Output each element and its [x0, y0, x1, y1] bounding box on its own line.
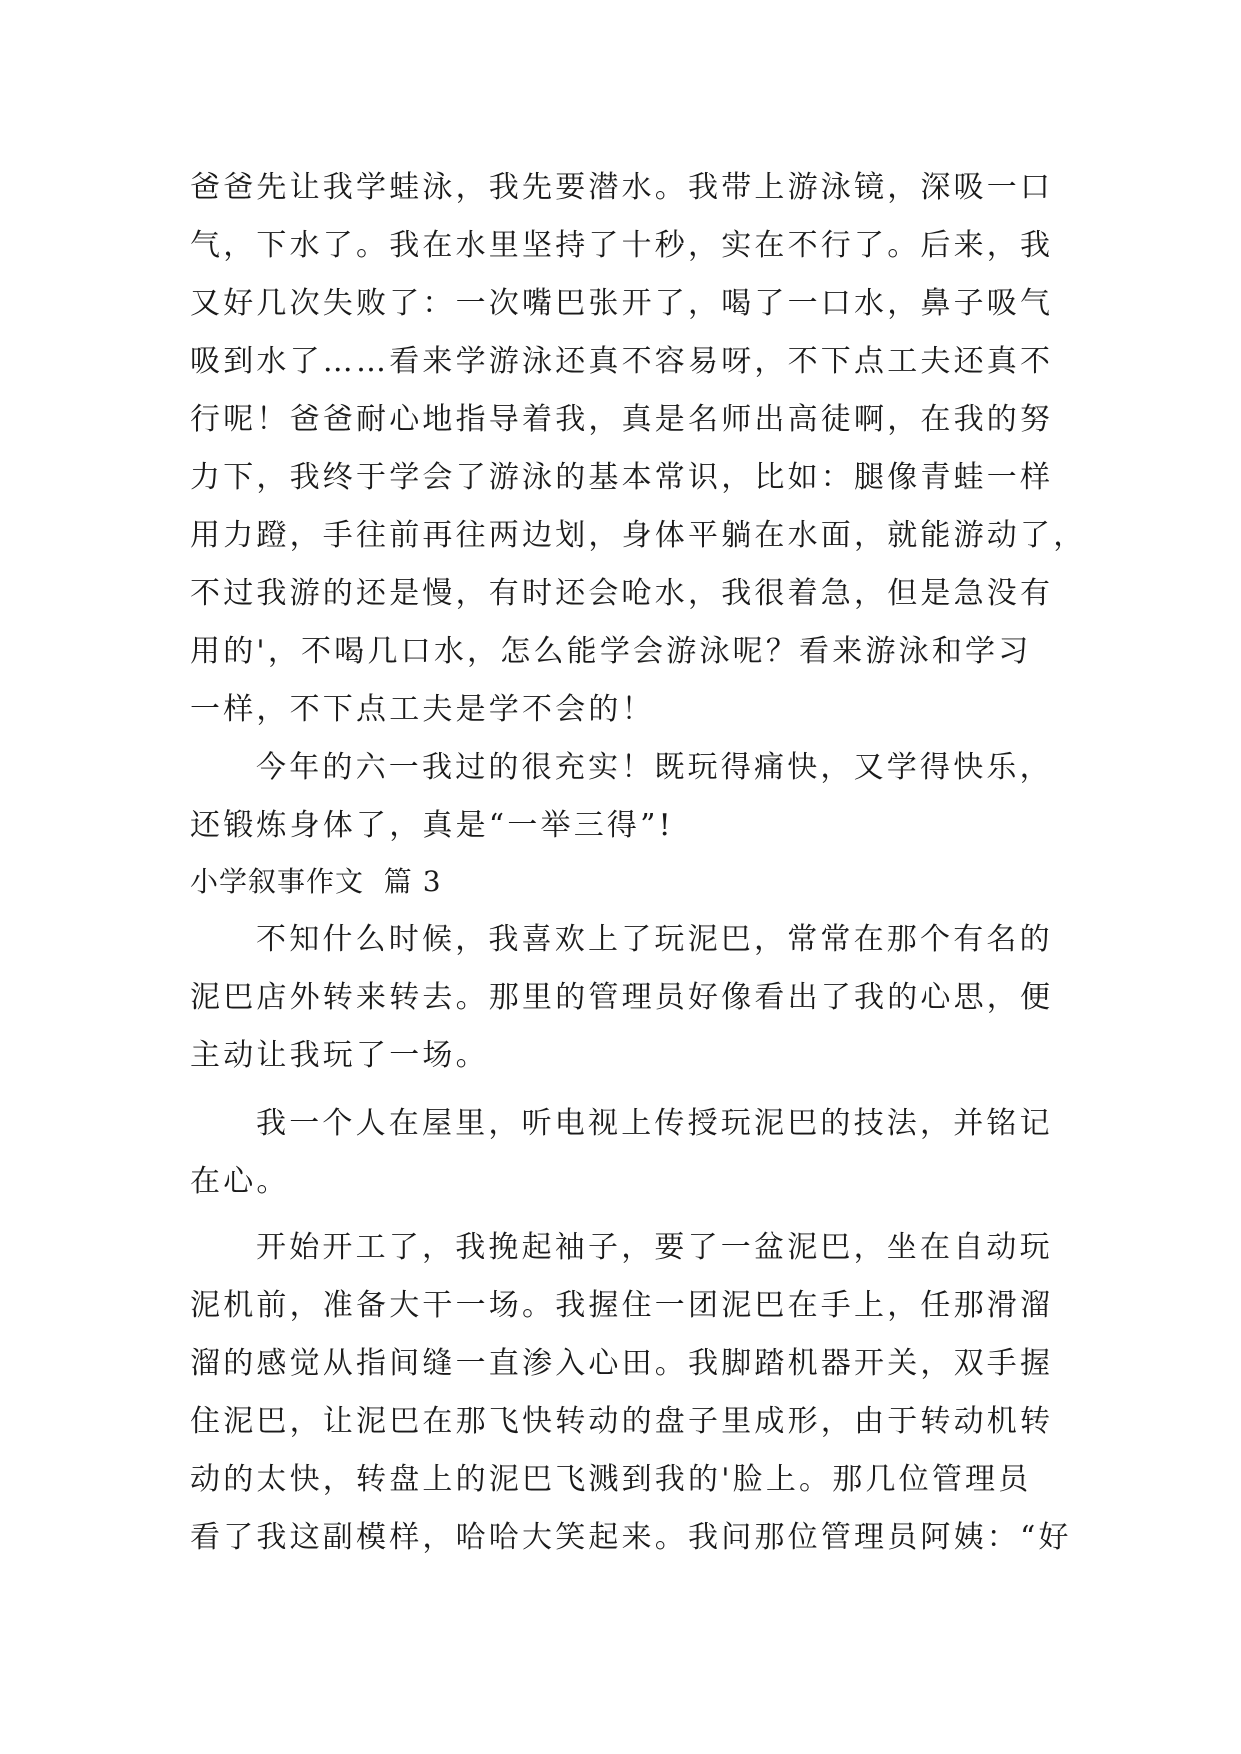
- paragraph-line: 用力蹬，手往前再往两边划，身体平躺在水面，就能游动了，: [190, 518, 1087, 553]
- paragraph-line: 泥机前，准备大干一场。我握住一团泥巴在手上，任那滑溜: [190, 1288, 1054, 1323]
- paragraph-line: 一样，不下点工夫是学不会的！: [190, 692, 655, 727]
- paragraph-line: 不过我游的还是慢，有时还会呛水，我很着急，但是急没有: [190, 576, 1054, 611]
- paragraph-line: 用的'，不喝几口水，怎么能学会游泳呢？看来游泳和学习: [190, 634, 1032, 669]
- paragraph-line: 看了我这副模样，哈哈大笑起来。我问那位管理员阿姨：“好: [190, 1520, 1072, 1555]
- section-heading: 小学叙事作文 篇 3: [190, 865, 442, 898]
- paragraph-line: 气，下水了。我在水里坚持了十秒，实在不行了。后来，我: [190, 228, 1054, 263]
- paragraph-line: 行呢！爸爸耐心地指导着我，真是名师出高徒啊，在我的努: [190, 402, 1054, 437]
- paragraph-line: 泥巴店外转来转去。那里的管理员好像看出了我的心思，便: [190, 980, 1054, 1015]
- paragraph-line: 在心。: [190, 1164, 290, 1199]
- paragraph-line: 又好几次失败了：一次嘴巴张开了，喝了一口水，鼻子吸气: [190, 286, 1054, 321]
- paragraph-line: 我一个人在屋里，听电视上传授玩泥巴的技法，并铭记: [256, 1106, 1053, 1141]
- paragraph-line: 吸到水了……看来学游泳还真不容易呀，不下点工夫还真不: [190, 344, 1054, 379]
- paragraph-line: 今年的六一我过的很充实！既玩得痛快，又学得快乐，: [256, 750, 1053, 785]
- paragraph-line: 开始开工了，我挽起袖子，要了一盆泥巴，坐在自动玩: [256, 1230, 1053, 1265]
- paragraph-line: 还锻炼身体了，真是“一举三得”!: [190, 808, 674, 843]
- paragraph-line: 动的太快，转盘上的泥巴飞溅到我的'脸上。那几位管理员: [190, 1462, 1032, 1497]
- paragraph-line: 溜的感觉从指间缝一直渗入心田。我脚踏机器开关，双手握: [190, 1346, 1054, 1381]
- paragraph-line: 住泥巴，让泥巴在那飞快转动的盘子里成形，由于转动机转: [190, 1404, 1054, 1439]
- paragraph-line: 爸爸先让我学蛙泳，我先要潜水。我带上游泳镜，深吸一口: [190, 170, 1054, 205]
- paragraph-line: 主动让我玩了一场。: [190, 1038, 489, 1073]
- paragraph-line: 力下，我终于学会了游泳的基本常识，比如：腿像青蛙一样: [190, 460, 1054, 495]
- paragraph-line: 不知什么时候，我喜欢上了玩泥巴，常常在那个有名的: [256, 922, 1053, 957]
